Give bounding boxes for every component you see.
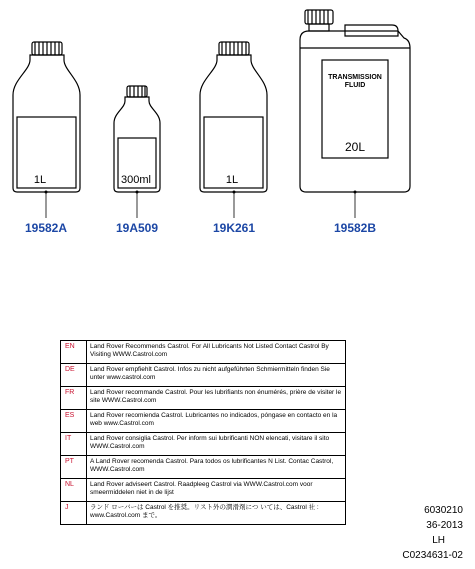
note-lang: IT [61, 433, 87, 456]
note-lang: EN [61, 341, 87, 364]
note-row [61, 341, 346, 364]
note-lang: DE [61, 364, 87, 387]
note-row [61, 410, 346, 433]
note-text: Land Rover empfiehlt Castrol. Infos zu nicht aufgeführten Schmiermitteln finden Sie unter www.castrol.com [87, 364, 346, 387]
volume-label-1: 1L [33, 174, 47, 186]
jerrycan-title: TRANSMISSION FLUID [328, 74, 382, 89]
note-lang: PT [61, 456, 87, 479]
part-number-3: 19K261 [212, 221, 256, 235]
note-text: Land Rover recommande Castrol. Pour les lubrifiants non énumérés, prière de visiter le site WWW.Castrol.com [87, 387, 346, 410]
note-text: Land Rover consiglia Castrol. Per inform sui lubrificanti NON elencati, visitare il sito WWW.Castrol.com [87, 433, 346, 456]
note-text: Land Rover Recommends Castrol. For All Lubricants Not Listed Contact Castrol By Visiting WWW.Castrol.com [87, 341, 346, 364]
jerrycan-20l [300, 10, 410, 192]
note-lang: FR [61, 387, 87, 410]
note-lang: ES [61, 410, 87, 433]
leader-dot-1 [45, 191, 48, 194]
note-row [61, 364, 346, 387]
castrol-recommendation-table [60, 340, 346, 525]
leader-dot-3 [233, 191, 236, 194]
note-lang: NL [61, 479, 87, 502]
volume-label-4: 20L [344, 140, 366, 154]
footer-code-3: LH [432, 535, 445, 546]
volume-label-3: 1L [225, 174, 239, 186]
footer-code-2: 36-2013 [426, 520, 463, 531]
leader-dot-4 [354, 191, 357, 194]
note-row [61, 479, 346, 502]
volume-label-2: 300ml [121, 174, 151, 186]
leader-dot-2 [136, 191, 139, 194]
note-text: Land Rover adviseert Castrol. Raadpleeg Castrol via WWW.Castrol.com voor smeermiddelen niet in de lijst [87, 479, 346, 502]
note-text: Land Rover recomienda Castrol. Lubricantes no indicados, póngase en contacto en la web www.Castrol.com [87, 410, 346, 433]
note-row [61, 387, 346, 410]
note-row [61, 456, 346, 479]
part-number-1: 19582A [24, 221, 68, 235]
footer-code-4: C0234631-02 [402, 550, 463, 561]
footer-code-1: 6030210 [424, 505, 463, 516]
part-number-2: 19A509 [115, 221, 159, 235]
note-text: A Land Rover recomenda Castrol. Para todos os lubrificantes N List. Contac Castrol, WWW.Castrol.com [87, 456, 346, 479]
bottle-1l-b [200, 42, 267, 192]
bottle-1l-a [13, 42, 80, 192]
note-row [61, 502, 346, 525]
note-row [61, 433, 346, 456]
note-lang: J [61, 502, 87, 525]
part-number-4: 19582B [333, 221, 377, 235]
note-text: ランド ローバーは Castrol を推奨。リスト外の潤滑剤につ いては、Castrol 社 : www.Castrol.com まで。 [87, 502, 346, 525]
